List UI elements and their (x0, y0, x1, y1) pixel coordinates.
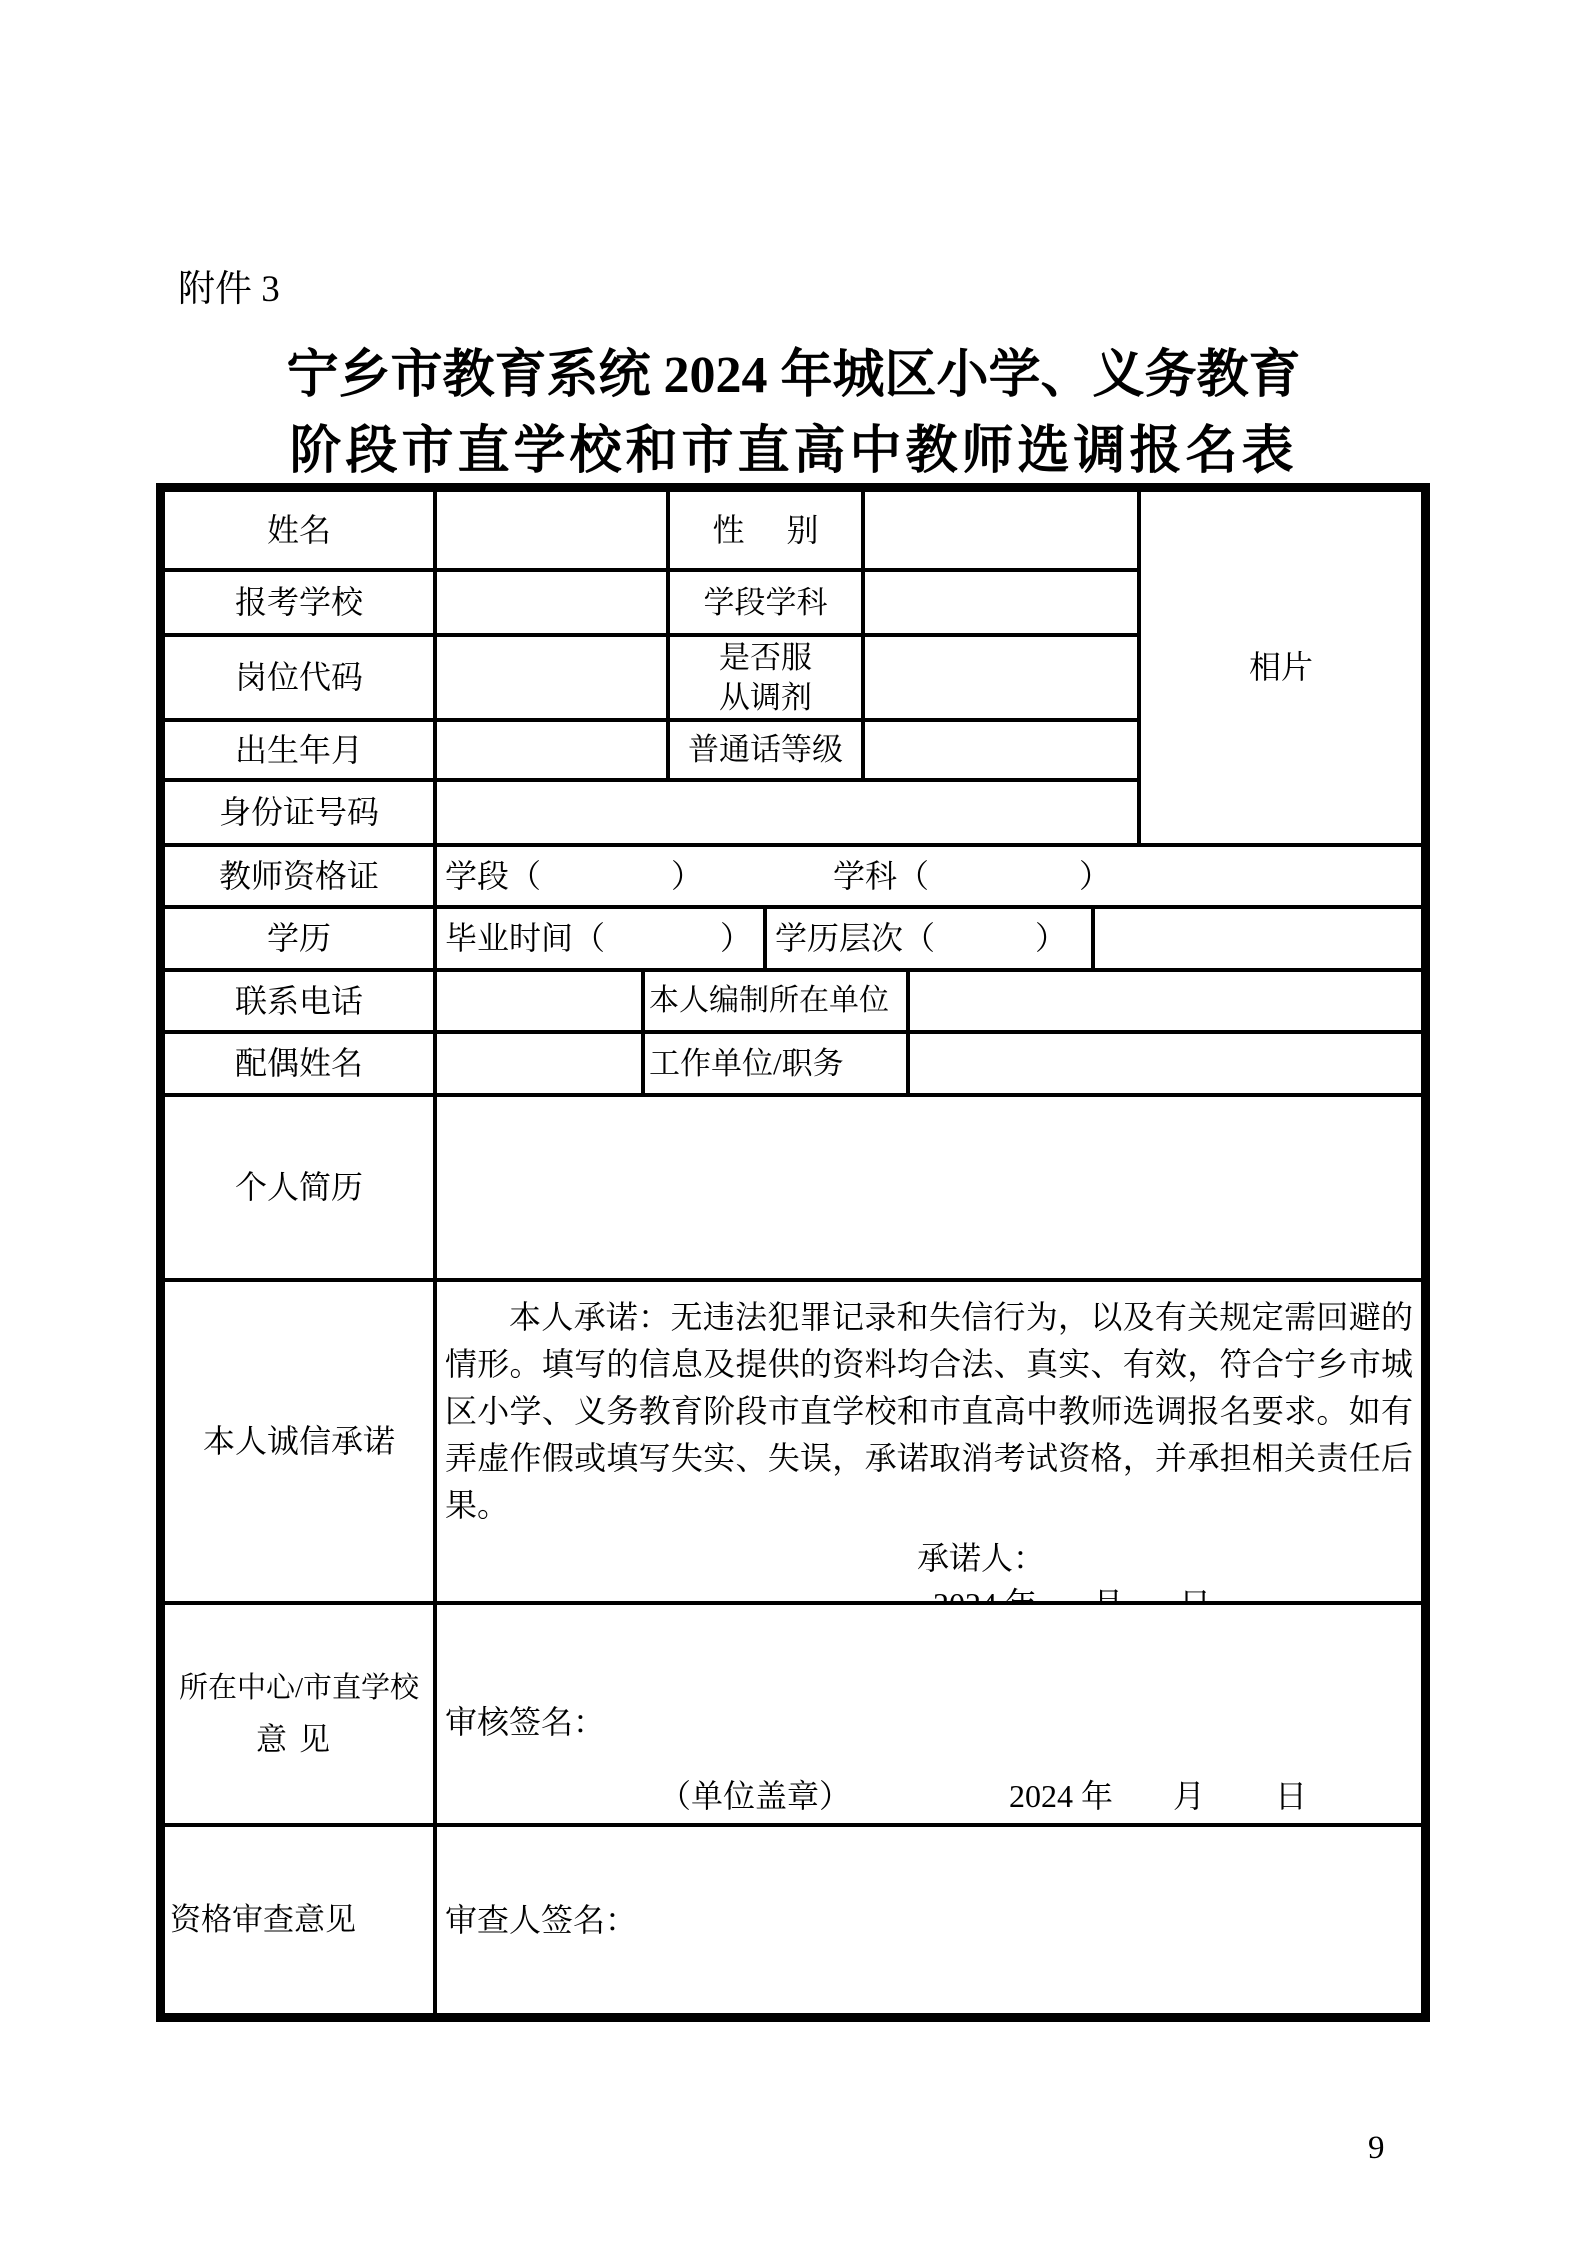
adjustment-label-cell (668, 635, 863, 720)
teacher-cert-label-cell: 教师资格证 (163, 845, 435, 907)
phone-label-cell: 联系电话 (163, 970, 435, 1032)
form-title-line2: 阶段市直学校和市直高中教师选调报名表 (289, 423, 1298, 480)
spacer (929, 876, 1079, 877)
teacher-cert-value-cell (435, 845, 1423, 907)
school-label-cell: 报考学校 (163, 570, 435, 635)
pledge-text: 本人承诺：无违法犯罪记录和失信行为，以及有关规定需回避的情形。填写的信息及提供的资料均合法、真实、有效，符合宁乡市城区小学、义务教育阶段市直学校和市直高中教师选调报名要求。如有弄虚作假或填写失实、失误，承诺取消考试资格，并承担相关责任后果。 (445, 1299, 1413, 1523)
center-day: 日 (1275, 1778, 1308, 1814)
spacer (1205, 1806, 1275, 1807)
stage-subject-value-cell (863, 570, 1139, 635)
spouse-work-label-cell: 工作单位/职务 (643, 1032, 908, 1095)
mandarin-label-cell: 普通话等级 (668, 720, 863, 780)
education-level-cell (765, 907, 1093, 970)
attachment-label: 附件 3 (178, 269, 280, 310)
mandarin-value-cell (863, 720, 1139, 780)
spacer (605, 938, 720, 939)
stage-subject-label-cell: 学段学科 (668, 570, 863, 635)
reviewer-sign-label: 审查人签名： (445, 1901, 638, 1938)
name-value-cell (435, 490, 668, 570)
spacer (1113, 1806, 1173, 1807)
adjustment-value-cell (863, 635, 1139, 720)
cert-stage-close: ） (671, 857, 704, 894)
staffing-unit-label-cell: 本人编制所在单位 (643, 970, 908, 1032)
level-close: ） (1035, 920, 1068, 957)
name-label-cell: 姓名 (163, 490, 435, 570)
adjustment-label-line2: 从调剂 (719, 679, 812, 715)
center-month: 月 (1173, 1778, 1206, 1814)
spouse-work-value-cell (908, 1032, 1423, 1095)
grad-open: 毕业时间（ (445, 920, 606, 957)
form-title-line1: 宁乡市教育系统 2024 年城区小学、义务教育 (286, 347, 1301, 404)
id-number-label-cell: 身份证号码 (163, 780, 435, 845)
birth-label-cell: 出生年月 (163, 720, 435, 780)
cert-stage-open: 学段（ (445, 857, 542, 894)
pledge-content-cell (435, 1280, 1423, 1603)
pledge-signer-label: 承诺人： (917, 1540, 1046, 1576)
center-opinion-label-cell (163, 1603, 435, 1825)
resume-label-cell: 个人简历 (163, 1095, 435, 1280)
id-number-value-cell (435, 780, 1139, 845)
gender-label-cell: 性 别 (668, 490, 863, 570)
pledge-label-cell: 本人诚信承诺 (163, 1280, 435, 1603)
qualification-review-label-cell: 资格审查意见 (163, 1825, 435, 2015)
phone-value-cell (435, 970, 643, 1032)
page-number: 9 (1368, 2130, 1385, 2166)
cert-subject-close: ） (1079, 857, 1112, 894)
birth-value-cell (435, 720, 668, 780)
education-label-cell: 学历 (163, 907, 435, 970)
spouse-value-cell (435, 1032, 643, 1095)
adjustment-label-line1: 是否服 (719, 639, 812, 675)
center-opinion-label-line2: 意见 (256, 1722, 342, 1757)
center-opinion-label-line1: 所在中心/市直学校 (178, 1672, 420, 1704)
spouse-label-cell: 配偶姓名 (163, 1032, 435, 1095)
staffing-unit-value-cell (908, 970, 1423, 1032)
post-code-value-cell (435, 635, 668, 720)
school-value-cell (435, 570, 668, 635)
spacer (935, 938, 1035, 939)
cert-subject-open: 学科（ (833, 857, 930, 894)
graduation-time-cell (435, 907, 765, 970)
post-code-label-cell: 岗位代码 (163, 635, 435, 720)
spacer (541, 876, 671, 877)
qualification-review-content-cell (435, 1825, 1423, 2015)
resume-value-cell (435, 1095, 1423, 1280)
education-extra-cell (1093, 907, 1423, 970)
center-opinion-content-cell (435, 1603, 1423, 1825)
center-year: 2024 年 (1009, 1778, 1114, 1814)
unit-seal-label: （单位盖章） (659, 1778, 852, 1814)
center-opinion-date-line (1009, 1777, 1307, 1815)
spacer (703, 876, 833, 877)
level-open: 学历层次（ (775, 920, 936, 957)
photo-cell: 相片 (1139, 490, 1423, 845)
audit-sign-label: 审核签名： (445, 1704, 606, 1740)
gender-value-cell (863, 490, 1139, 570)
grad-close: ） (720, 920, 753, 957)
